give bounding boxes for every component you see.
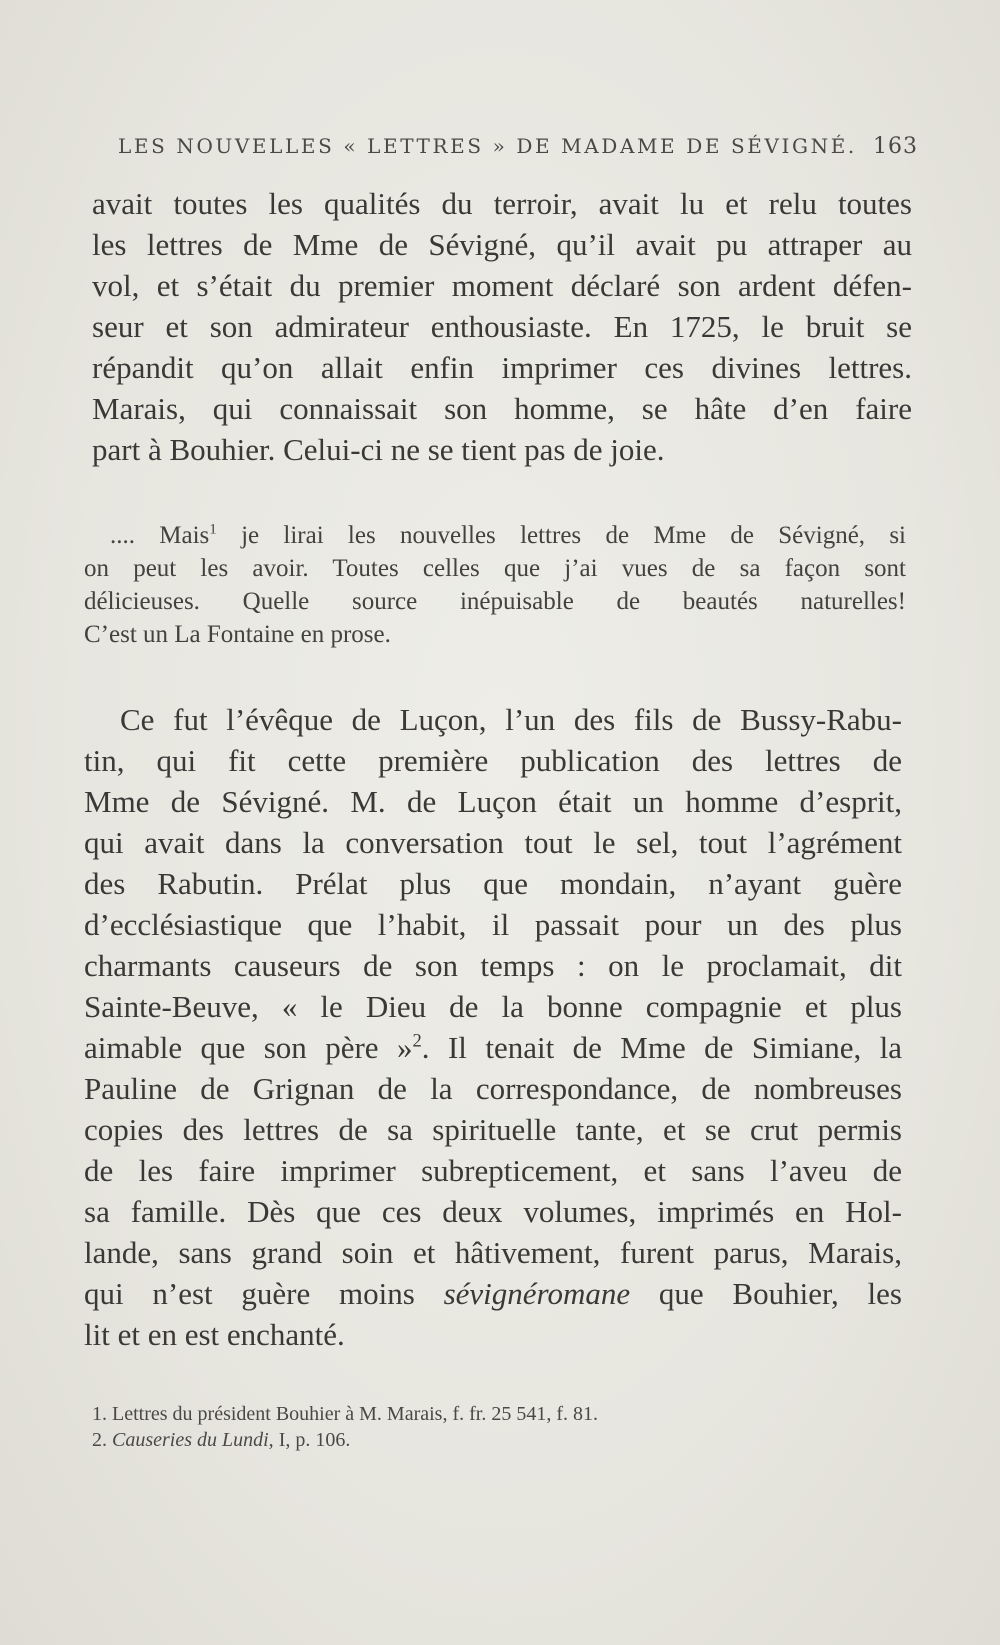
paragraph-1-line: répandit qu’on allait enfin imprimer ces divines lettres.	[92, 350, 912, 385]
paragraph-2-line: copies des lettres de sa spirituelle tante, et se crut permis	[84, 1112, 902, 1147]
page-number: 163	[873, 134, 918, 159]
quote-text: je lirai les nouvelles lettres de Mme de Sévigné, si	[216, 522, 906, 549]
footnote-ref-2: 2	[412, 1030, 422, 1052]
paragraph-2-line: charmants causeurs de son temps : on le proclamait, dit	[84, 948, 902, 983]
paragraph-1-line: Marais, qui connaissait son homme, se hâte d’en faire	[92, 391, 912, 426]
footnote-text: Lettres du président Bouhier à M. Marais, f. fr. 25 541, f. 81.	[112, 1403, 599, 1425]
footnote-1	[92, 1402, 912, 1426]
paragraph-1-line: vol, et s’était du premier moment déclaré son ardent défen-	[92, 268, 912, 303]
line-text: . Il tenait de Mme de Simiane, la	[421, 1030, 903, 1065]
line-text: aimable que son père »	[84, 1030, 413, 1065]
paragraph-2-line: Sainte-Beuve, « le Dieu de la bonne compagnie et plus	[84, 989, 902, 1024]
italic-word: sévignéromane	[443, 1276, 631, 1311]
paragraph-1-line: les lettres de Mme de Sévigné, qu’il avait pu attraper au	[92, 227, 912, 262]
paragraph-2-line: tin, qui fit cette première publication des lettres de	[84, 743, 902, 778]
footnote-text: I, p. 106.	[273, 1429, 351, 1451]
paragraph-1-line: part à Bouhier. Celui-ci ne se tient pas de joie.	[92, 432, 665, 467]
footnote-number: 1.	[92, 1403, 107, 1425]
paragraph-2-line: de les faire imprimer subrepticement, et sans l’aveu de	[84, 1153, 902, 1188]
paragraph-2-line: Mme de Sévigné. M. de Luçon était un homme d’esprit,	[84, 784, 902, 819]
paragraph-2-line: d’ecclésiastique que l’habit, il passait pour un des plus	[84, 907, 902, 942]
paragraph-2-line	[84, 1028, 902, 1068]
line-text: que Bouhier, les	[630, 1276, 902, 1311]
paragraph-2-line: des Rabutin. Prélat plus que mondain, n’ayant guère	[84, 866, 902, 901]
running-head	[118, 134, 918, 158]
paragraph-2-line: sa famille. Dès que ces deux volumes, imprimés en Hol-	[84, 1194, 902, 1229]
paragraph-2-line: lit et en est enchanté.	[84, 1317, 345, 1352]
paragraph-1-line: avait toutes les qualités du terroir, avait lu et relu toutes	[92, 186, 912, 221]
quote-lead: .... Mais	[110, 522, 210, 549]
paragraph-1-line: seur et son admirateur enthousiaste. En 1725, le bruit se	[92, 309, 912, 344]
quote-line: C’est un La Fontaine en prose.	[84, 621, 391, 648]
paragraph-2-line: Ce fut l’évêque de Luçon, l’un des fils de Bussy-Rabu-	[120, 702, 902, 737]
paragraph-2-line: Pauline de Grignan de la correspondance, de nombreuses	[84, 1071, 902, 1106]
quote-line: on peut les avoir. Toutes celles que j’ai vues de sa façon sont	[84, 555, 906, 582]
quote-line: délicieuses. Quelle source inépuisable de beautés naturelles!	[84, 588, 906, 615]
footnote-title: Causeries du Lundi,	[112, 1429, 274, 1451]
paragraph-2-line: lande, sans grand soin et hâtivement, furent parus, Marais,	[84, 1235, 902, 1270]
footnote-2	[92, 1428, 912, 1452]
footnote-ref-1: 1	[209, 521, 217, 538]
paragraph-2-line: qui avait dans la conversation tout le sel, tout l’agrément	[84, 825, 902, 860]
running-head-title: LES NOUVELLES « LETTRES » DE MADAME DE SÉVIGNÉ.	[118, 134, 857, 158]
paragraph-2-line	[84, 1274, 902, 1314]
footnote-number: 2.	[92, 1429, 107, 1451]
line-text: qui n’est guère moins	[84, 1276, 444, 1311]
quote-line	[110, 520, 906, 552]
